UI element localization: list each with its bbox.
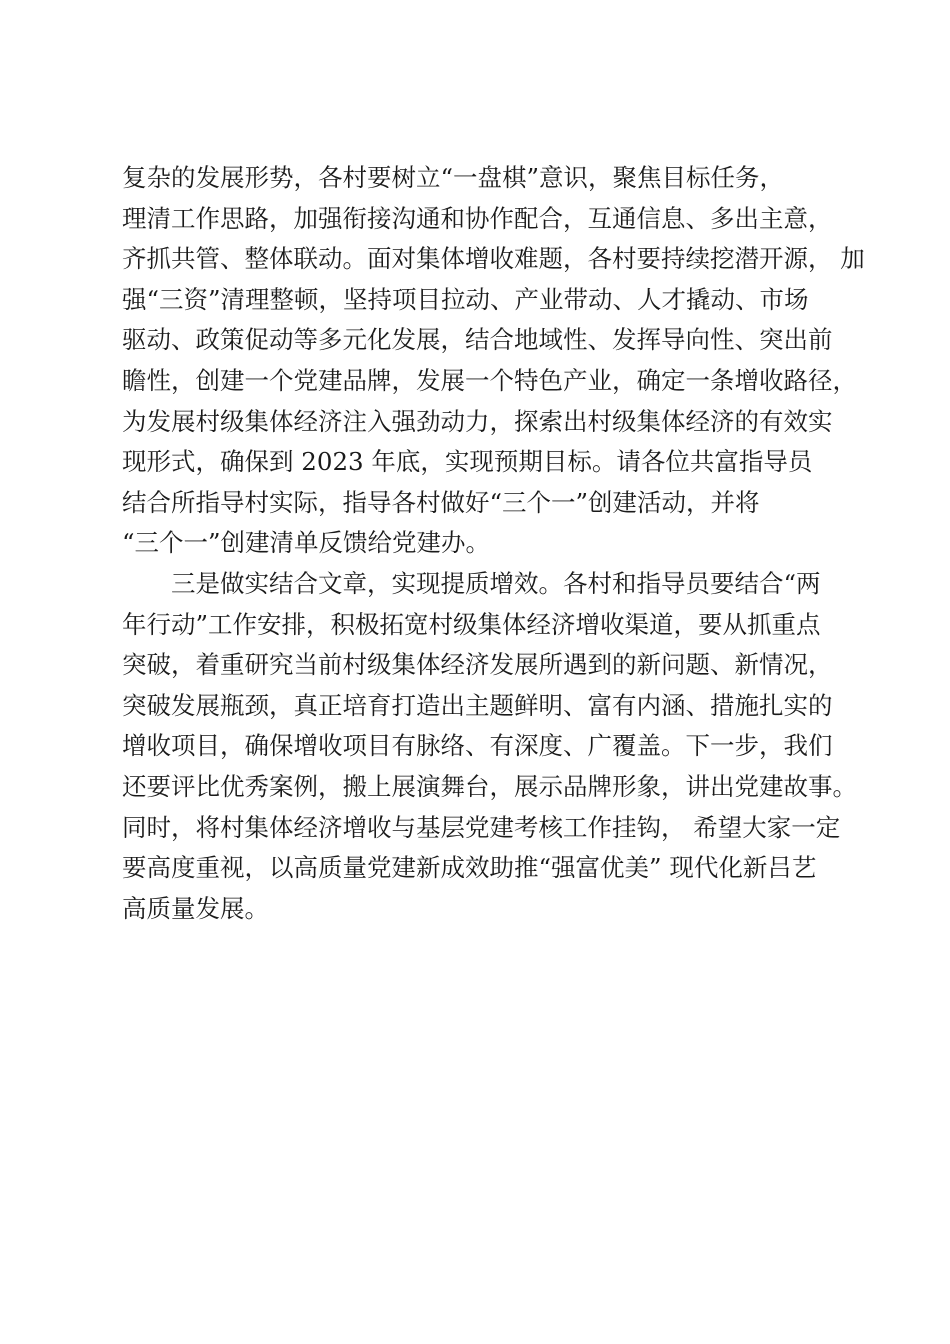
text-line: 现形式，确保到 2023 年底，实现预期目标。请各位共富指导员: [122, 447, 813, 477]
body-text: [122, 158, 865, 929]
text-line: 瞻性，创建一个党建品牌，发展一个特色产业，确定一条增收路径，: [122, 365, 857, 395]
text-line: 理清工作思路，加强衔接沟通和协作配合，互通信息、多出主意，: [122, 203, 833, 233]
text-line: 强“三资”清理整顿，坚持项目拉动、产业带动、人才撬动、市场: [122, 284, 809, 314]
text-line: 突破，着重研究当前村级集体经济发展所遇到的新问题、新情况，: [122, 650, 833, 680]
text-line: 驱动、政策促动等多元化发展，结合地域性、发挥导向性、突出前: [122, 325, 833, 355]
text-line: 还要评比优秀案例，搬上展演舞台，展示品牌形象，讲出党建故事。: [122, 771, 857, 801]
text-line: 为发展村级集体经济注入强劲动力，探索出村级集体经济的有效实: [122, 406, 833, 436]
text-line: 结合所指导村实际，指导各村做好“三个一”创建活动，并将: [122, 487, 760, 517]
text-line: 增收项目，确保增收项目有脉络、有深度、广覆盖。下一步，我们: [122, 731, 833, 761]
text-line: 齐抓共管、整体联动。面对集体增收难题，各村要持续挖潜开源， 加: [122, 244, 865, 274]
paragraph-start-line: 三是做实结合文章，实现提质增效。各村和指导员要结合“两: [171, 568, 821, 598]
text-line: “三个一”创建清单反馈给党建办。: [122, 528, 491, 558]
text-line: 高质量发展。: [122, 893, 269, 923]
text-line: 要高度重视，以高质量党建新成效助推“强富优美” 现代化新吕艺: [122, 853, 817, 883]
text-line: 复杂的发展形势，各村要树立“一盘棋”意识，聚焦目标任务，: [122, 163, 785, 192]
text-line: 同时，将村集体经济增收与基层党建考核工作挂钩， 希望大家一定: [122, 812, 841, 842]
text-line: 突破发展瓶颈，真正培育打造出主题鲜明、富有内涵、措施扎实的: [122, 690, 833, 720]
text-line: 年行动”工作安排，积极拓宽村级集体经济增收渠道，要从抓重点: [122, 609, 821, 639]
